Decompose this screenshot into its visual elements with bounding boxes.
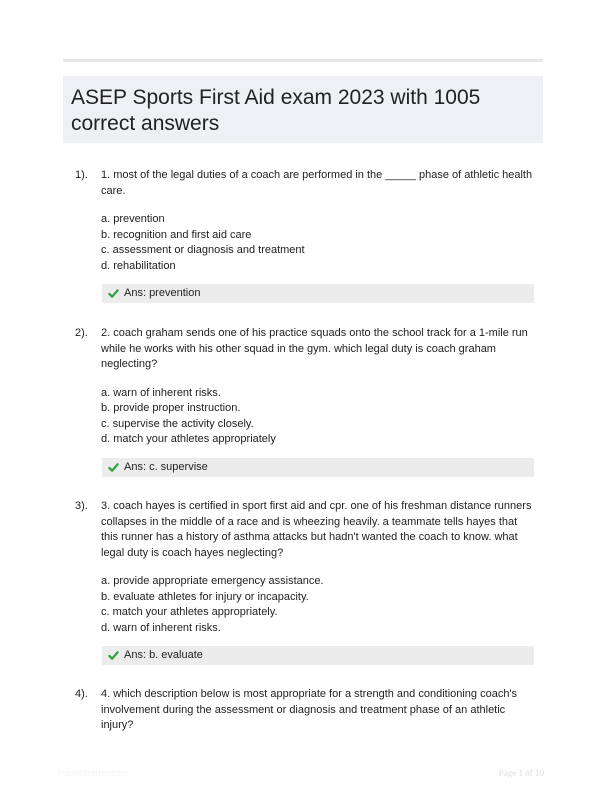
option-c: c. assessment or diagnosis and treatment xyxy=(101,244,305,256)
question-number: 4). xyxy=(75,688,88,700)
answer-box xyxy=(102,458,534,477)
answer-box xyxy=(102,646,534,665)
option-c: c. supervise the activity closely. xyxy=(101,417,254,430)
check-icon xyxy=(108,288,119,299)
page-number: Page 1 of 10 xyxy=(498,768,544,778)
option-b: b. evaluate athletes for injury or incapacity. xyxy=(101,590,309,603)
question-text: 3. coach hayes is certified in sport first aid and cpr. one of his freshman distance runners collapses in the middle of a race and is wheezing heavily. a teammate tells hayes that this runner has a history of asthma attacks but hadn't wanted the coach to know. what legal duty is coach hayes neglecting? xyxy=(101,500,532,559)
question-number: 1). xyxy=(75,169,88,181)
option-d: d. warn of inherent risks. xyxy=(101,621,221,634)
question-number: 3). xyxy=(75,500,88,512)
option-a: a. provide appropriate emergency assistance. xyxy=(101,575,324,587)
title-box xyxy=(63,76,543,143)
question-2 xyxy=(75,326,535,477)
question-text: 2. coach graham sends one of his practice squads onto the school track for a 1-mile run while he works with his other squad in the gym. which legal duty is coach graham neglecting? xyxy=(101,327,528,370)
question-1 xyxy=(75,168,535,303)
top-rule xyxy=(63,59,543,62)
question-text: 4. which description below is most appropriate for a strength and conditioning coach's involvement during the assessment or diagnosis and treatment phase of an athletic injury? xyxy=(101,688,518,731)
check-icon xyxy=(108,462,119,473)
option-b: b. provide proper instruction. xyxy=(101,402,241,414)
question-4 xyxy=(75,687,535,747)
answer-text: Ans: c. supervise xyxy=(124,460,208,473)
answer-text: Ans: b. evaluate xyxy=(124,649,203,661)
footer-watermark: PaperStarter.com xyxy=(58,768,129,778)
option-d: d. match your athletes appropriately xyxy=(101,433,276,445)
option-c: c. match your athletes appropriately. xyxy=(101,606,278,618)
page-title: ASEP Sports First Aid exam 2023 with 1005 correct answers xyxy=(71,86,481,135)
answer-box xyxy=(102,284,534,303)
check-icon xyxy=(108,650,119,661)
option-b: b. recognition and first aid care xyxy=(101,228,252,241)
option-d: d. rehabilitation xyxy=(101,259,176,272)
answer-text: Ans: prevention xyxy=(124,287,201,299)
option-a: a. prevention xyxy=(101,213,165,225)
question-number: 2). xyxy=(75,327,88,339)
question-text: 1. most of the legal duties of a coach are performed in the _____ phase of athletic health care. xyxy=(101,169,533,197)
option-a: a. warn of inherent risks. xyxy=(101,386,221,399)
question-3 xyxy=(75,499,535,665)
